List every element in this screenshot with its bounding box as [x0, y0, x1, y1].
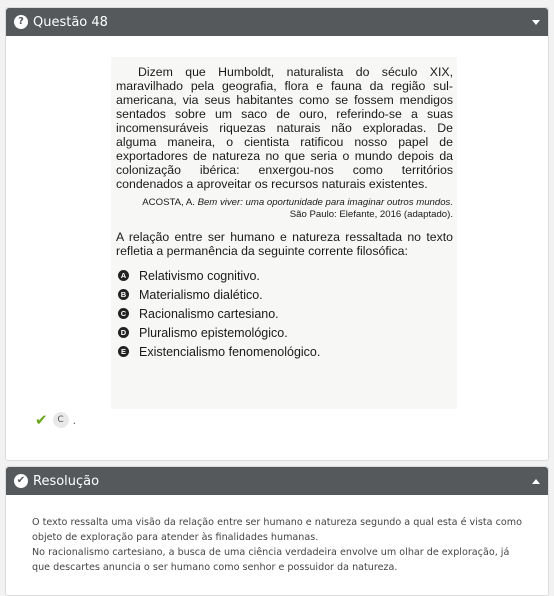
resolution-panel	[5, 466, 549, 596]
options-list	[116, 266, 453, 361]
option-d	[116, 323, 453, 342]
option-text: Relativismo cognitivo.	[139, 268, 260, 283]
option-text: Racionalismo cartesiano.	[139, 306, 279, 321]
option-b	[116, 285, 453, 304]
option-text: Pluralismo epistemológico.	[139, 325, 288, 340]
chevron-down-icon[interactable]	[532, 20, 540, 25]
question-image	[111, 57, 457, 409]
question-header[interactable]	[6, 8, 548, 36]
option-letter-icon: D	[118, 327, 129, 338]
resolution-body	[6, 495, 548, 575]
option-e	[116, 342, 453, 361]
question-prompt: A relação entre ser humano e natureza ressaltada no texto refletia a permanência da seguinte corrente filosófica:	[116, 230, 453, 258]
answer-suffix: .	[72, 413, 77, 427]
question-circle-icon: ?	[14, 15, 28, 29]
passage-text: Dizem que Humboldt, naturalista do século XIX, maravilhado pela geografia, flora e fauna da região sul-americana, via seus habitantes como se fossem mendigos sentados sobre um saco de ouro, referindo-se a suas incomensuráveis riquezas naturais não exploradas. De alguma maneira, o cientista ratificou nosso papel de exportadores de natureza no que seria o mundo depois da colonização ibérica: enxergou-nos como territórios condenados a aproveitar os recursos naturais existentes.	[116, 65, 453, 191]
checkmark-icon: ✔	[35, 411, 48, 429]
question-title: Questão 48	[33, 14, 108, 30]
option-letter-icon: E	[118, 346, 129, 357]
question-panel	[5, 7, 549, 461]
citation-author: ACOSTA, A.	[142, 197, 195, 208]
resolution-header[interactable]	[6, 467, 548, 495]
option-text: Existencialismo fenomenológico.	[139, 344, 321, 359]
citation	[116, 197, 453, 221]
option-c	[116, 304, 453, 323]
option-letter-icon: A	[118, 270, 129, 281]
option-text: Materialismo dialético.	[139, 287, 263, 302]
resolution-paragraph: O texto ressalta uma visão da relação entre ser humano e natureza segundo a qual esta é vista como objeto de exploração para atender às finalidades humanas.	[32, 517, 522, 543]
citation-publisher: São Paulo: Elefante, 2016 (adaptado).	[289, 209, 453, 220]
chevron-up-icon[interactable]	[532, 479, 540, 484]
check-circle-icon: ✔	[14, 474, 28, 488]
option-letter-icon: B	[118, 289, 129, 300]
option-a	[116, 266, 453, 285]
option-letter-icon: C	[118, 308, 129, 319]
citation-title: Bem viver: uma oportunidade para imaginar outros mundos.	[197, 197, 453, 208]
answer-badge: C	[53, 412, 69, 428]
answer-row	[35, 411, 76, 429]
resolution-title: Resolução	[33, 473, 100, 489]
resolution-paragraph: No racionalismo cartesiano, a busca de uma ciência verdadeira envolve um olhar de exploração, já que descartes anuncia o ser humano como senhor e possuidor da natureza.	[32, 547, 510, 573]
